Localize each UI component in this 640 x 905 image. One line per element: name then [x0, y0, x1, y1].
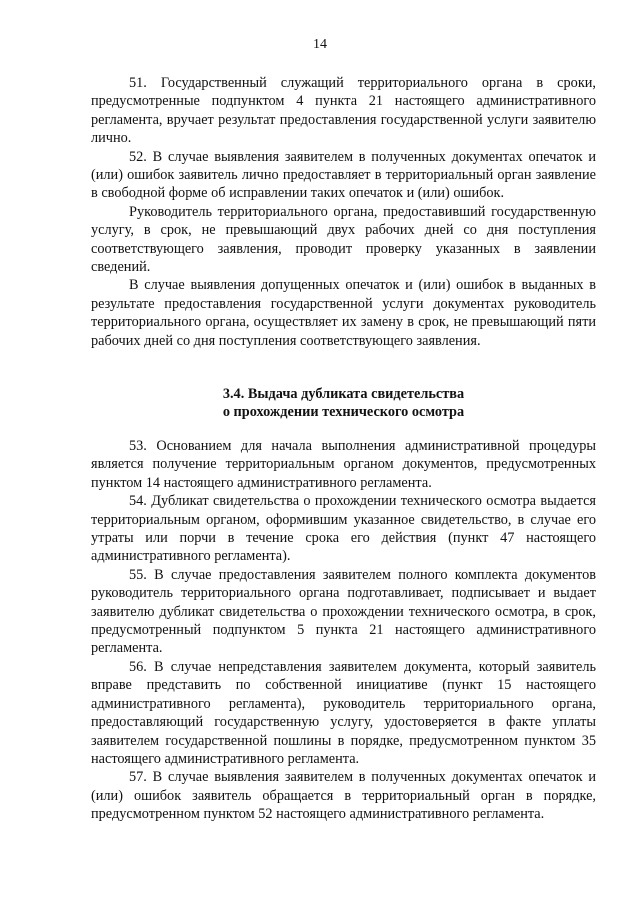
paragraph-56: 56. В случае непредставления заявителем документа, который заявитель вправе представить по собственной инициативе (пункт 15 настоящего административного регламента), руководитель территориального органа, предоставляющий государственную услугу, удостоверяется в факте уплаты заявителем государственной пошлины в порядке, предусмотренном пунктом 35 настоящего административного регламента.: [91, 658, 596, 767]
paragraph-52-head-check: Руководитель территориального органа, предоставивший государственную услугу, в срок, не превышающий двух рабочих дней со дня поступления соответствующего заявления, проводит проверку указанных в заявлении сведений.: [91, 203, 596, 276]
paragraph-55: 55. В случае предоставления заявителем полного комплекта документов руководитель территориального органа подготавливает, подписывает и выдает заявителю дубликат свидетельства о прохождении технического осмотра, в срок, предусмотренный подпунктом 5 пункта 21 настоящего административного регламента.: [91, 566, 596, 657]
paragraph-51: 51. Государственный служащий территориального органа в сроки, предусмотренные подпунктом 4 пункта 21 настоящего административного регламента, вручает результат предоставления государственной услуги заявителю лично.: [91, 75, 596, 147]
paragraph-52: 52. В случае выявления заявителем в полученных документах опечаток и (или) ошибок заявитель лично предоставляет в территориальный орган заявление в свободной форме об исправлении таких опечаток и (или) ошибок.: [91, 148, 596, 202]
section-heading-line-1: 3.4. Выдача дубликата свидетельства: [222, 386, 465, 402]
paragraph-54: 54. Дубликат свидетельства о прохождении технического осмотра выдается территориальным органом, оформившим указанное свидетельство, в случае его утраты или порчи в течение срока его действия (пункт 47 настоящего административного регламента).: [91, 493, 596, 565]
section-heading-line-2: о прохождении технического осмотра: [222, 404, 465, 421]
paragraph-57: 57. В случае выявления заявителем в полученных документах опечаток и (или) ошибок заявитель обращается в территориальный орган в порядке, предусмотренном пунктом 52 настоящего административного регламента.: [91, 769, 596, 823]
page-number: 14: [313, 37, 327, 52]
paragraph-53: 53. Основанием для начала выполнения административной процедуры является получение территориальным органом документов, предусмотренных пунктом 14 настоящего административного регламента.: [91, 438, 596, 491]
section-heading: [91, 385, 596, 422]
paragraph-52-replacement: В случае выявления допущенных опечаток и (или) ошибок в выданных в результате предоставления государственной услуги документах руководитель территориального органа, осуществляет их замену в срок, не превышающий пяти рабочих дней со дня поступления соответствующего заявления.: [91, 277, 596, 349]
text-block-before-heading: [91, 74, 596, 350]
text-block-after-heading: [91, 437, 596, 824]
